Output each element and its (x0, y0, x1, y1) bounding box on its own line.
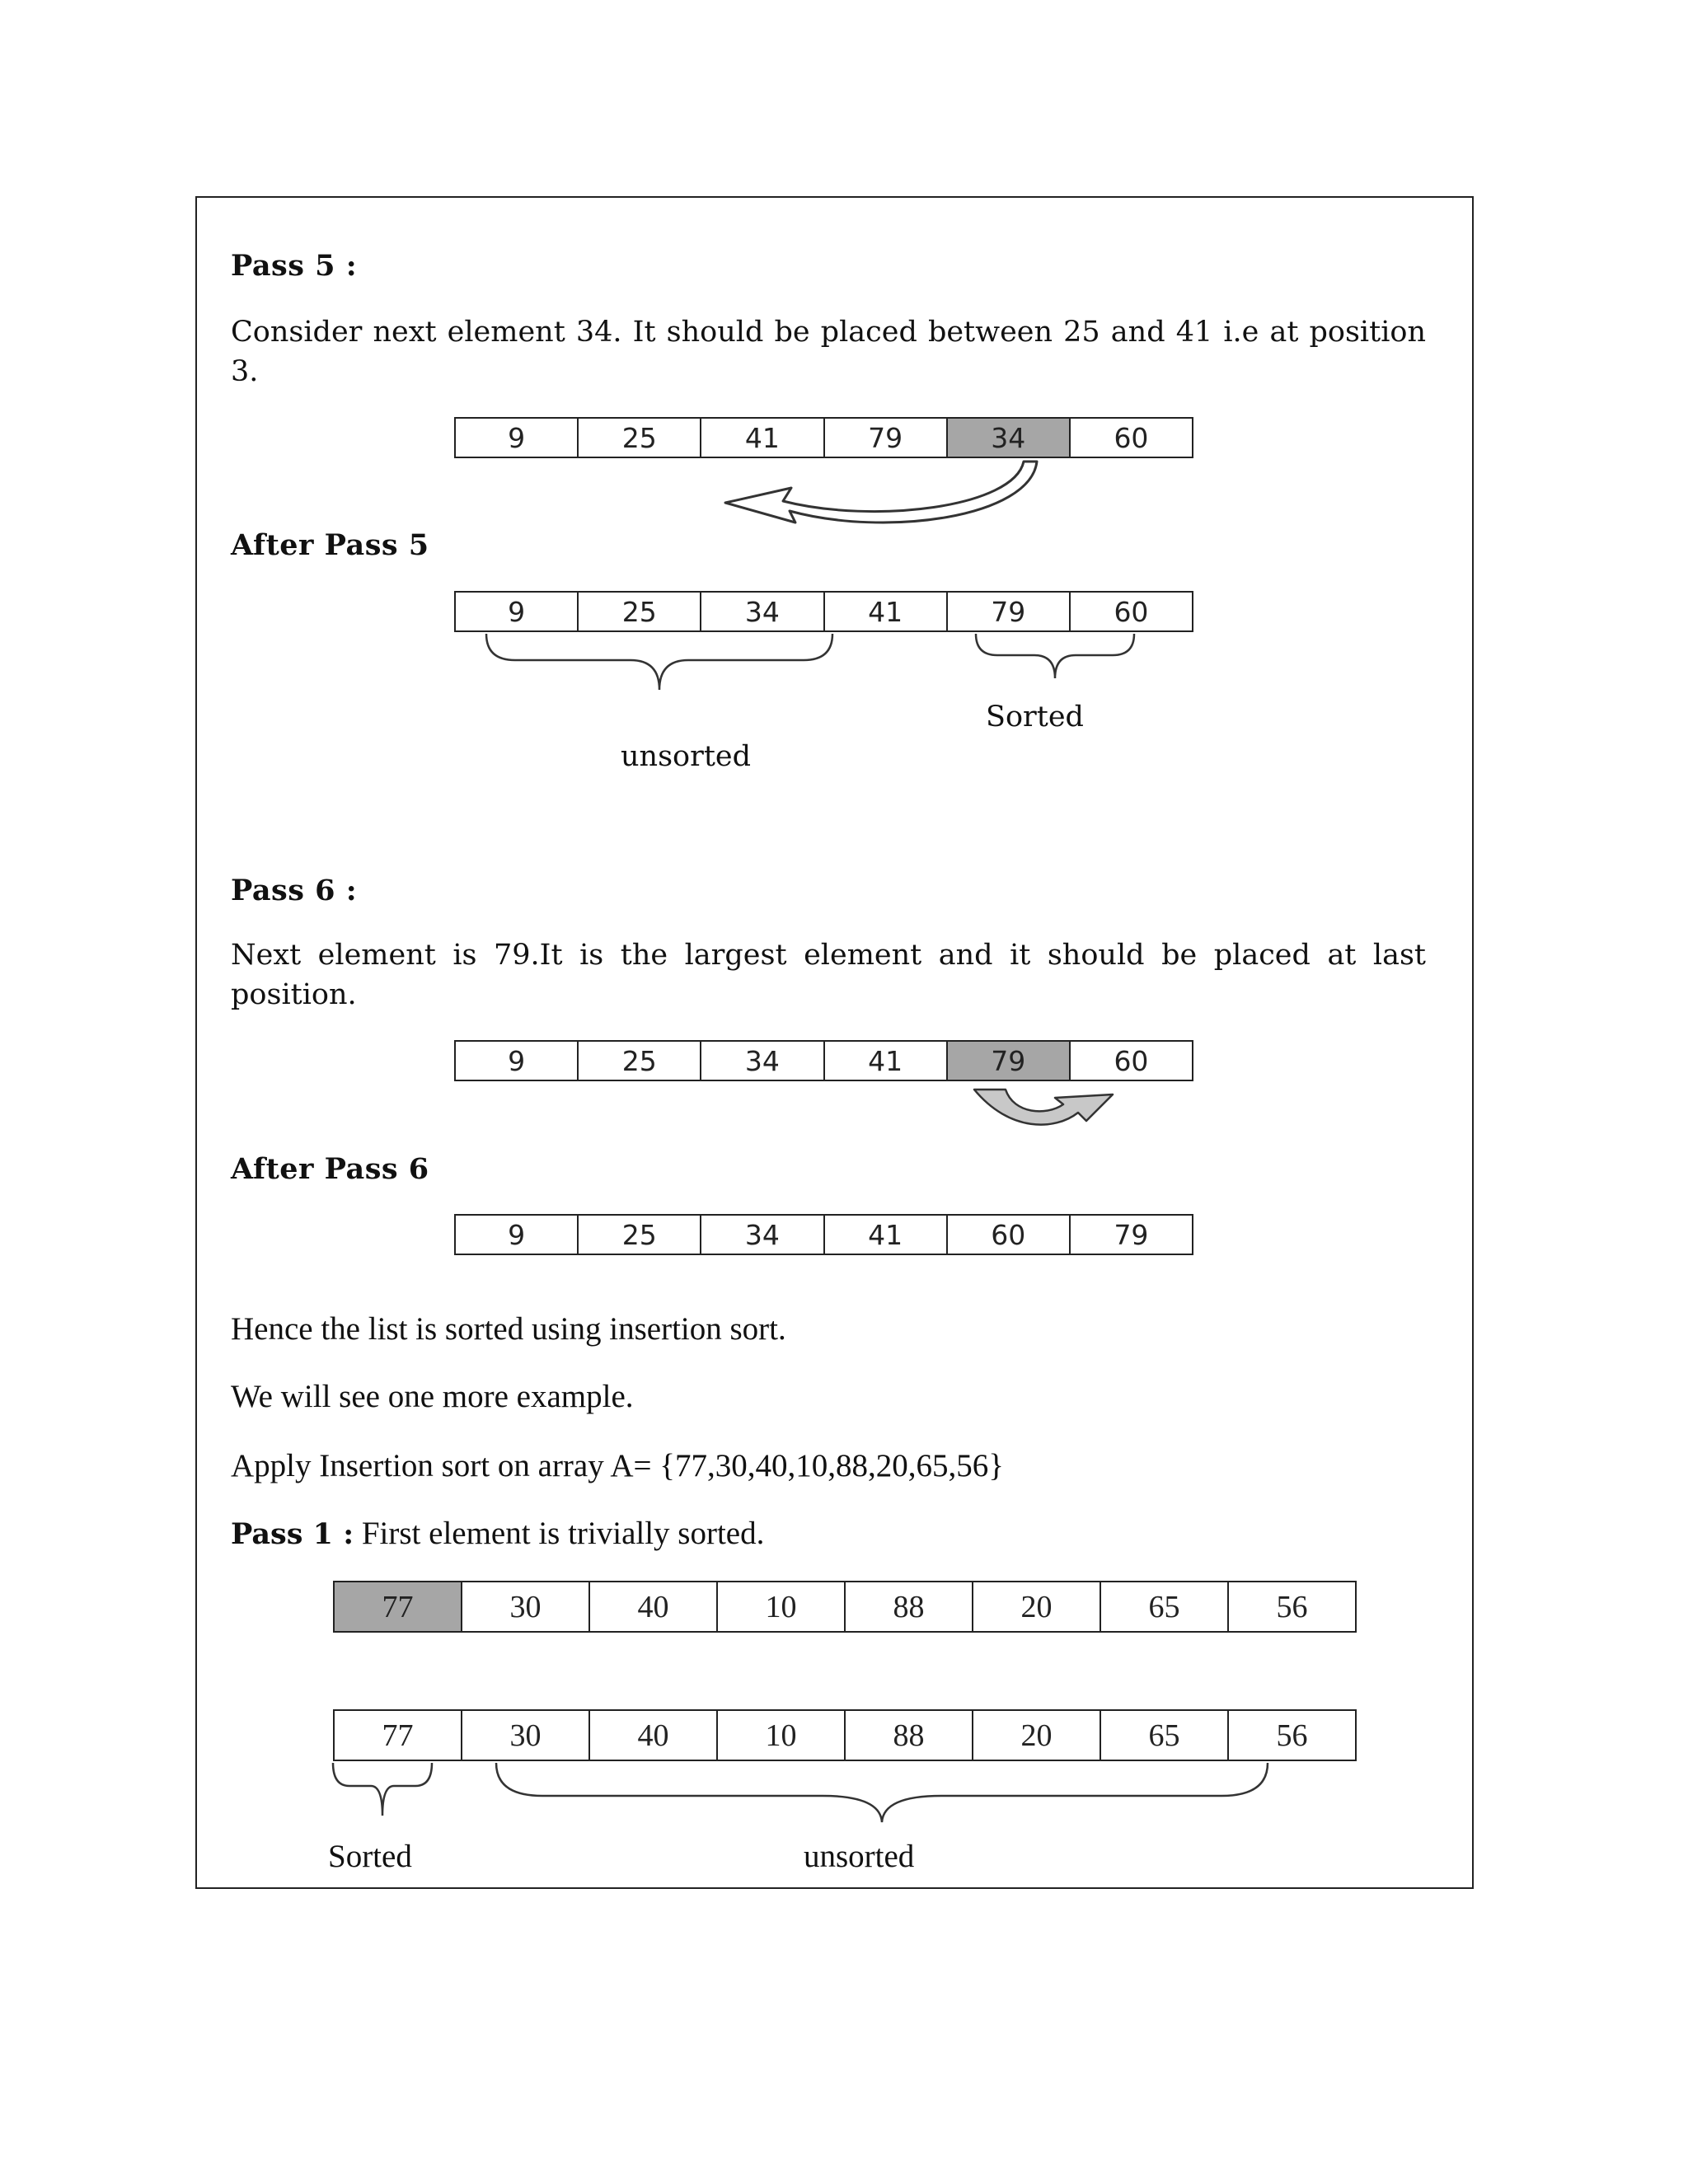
pass5-heading: Pass 5 : (231, 249, 358, 283)
pass6-array-after (454, 1214, 1193, 1255)
array-cell: 10 (718, 1582, 846, 1631)
array-cell: 79 (948, 593, 1071, 630)
array-cell: 40 (590, 1582, 718, 1631)
array-cell: 88 (846, 1582, 973, 1631)
sorted-label: Sorted (328, 1839, 412, 1874)
array-cell: 30 (462, 1582, 590, 1631)
unsorted-label: unsorted (621, 740, 752, 773)
array-cell: 60 (1114, 595, 1149, 628)
pass6-array-before (454, 1040, 1193, 1081)
example-array-2 (333, 1709, 1357, 1761)
array-cell: 41 (825, 1042, 948, 1080)
pass5-text: Consider next element 34. It should be placed between 25 and 41 i.e at position 3. (231, 316, 1426, 388)
array-cell-highlighted: 77 (335, 1582, 462, 1631)
array-cell: 77 (335, 1711, 462, 1760)
pass6-heading: Pass 6 : (231, 874, 358, 907)
array-cell: 25 (579, 1216, 701, 1254)
array-cell: 9 (456, 1216, 579, 1254)
pass5-array-before (454, 417, 1193, 458)
array-cell: 65 (1101, 1582, 1229, 1631)
unsorted-label: unsorted (804, 1839, 915, 1874)
sorted-label: Sorted (986, 701, 1084, 733)
sorted-brace-icon (330, 1761, 437, 1819)
array-cell: 10 (718, 1711, 846, 1760)
array-cell: 34 (701, 1216, 824, 1254)
array-cell-highlighted: 79 (948, 1042, 1071, 1080)
array-cell: 79 (1114, 1218, 1149, 1251)
array-cell: 20 (973, 1711, 1101, 1760)
array-cell: 60 (948, 1216, 1071, 1254)
array-cell: 41 (701, 419, 824, 457)
array-cell: 9 (456, 419, 579, 457)
array-cell: 40 (590, 1711, 718, 1760)
move-left-arrow-icon (709, 458, 1039, 528)
array-cell: 20 (973, 1582, 1101, 1631)
array-cell: 9 (456, 1042, 579, 1080)
array-cell: 88 (846, 1711, 973, 1760)
array-cell: 56 (1276, 1718, 1308, 1753)
example-pass1-label: Pass 1 : (231, 1517, 354, 1551)
pass5-array-after (454, 591, 1193, 632)
array-cell: 25 (579, 1042, 701, 1080)
array-cell: 65 (1101, 1711, 1229, 1760)
unsorted-brace-icon (493, 1761, 1276, 1827)
array-cell: 79 (825, 419, 948, 457)
array-cell: 56 (1276, 1589, 1308, 1624)
array-cell: 60 (1114, 1044, 1149, 1077)
conclusion-text: Hence the list is sorted using insertion sort. (231, 1311, 786, 1347)
array-cell: 25 (579, 419, 701, 457)
array-cell: 60 (1114, 421, 1149, 454)
array-cell: 9 (456, 593, 579, 630)
array-cell: 41 (825, 593, 948, 630)
example-intro-text: We will see one more example. (231, 1379, 634, 1414)
move-right-arrow-icon (973, 1081, 1121, 1131)
example-pass1-text: First element is trivially sorted. (354, 1516, 765, 1551)
array-cell: 34 (701, 593, 824, 630)
example-problem-text: Apply Insertion sort on array A= {77,30,40,10,88,20,65,56} (231, 1448, 1004, 1483)
array-cell: 30 (462, 1711, 590, 1760)
sorted-brace-icon (973, 632, 1137, 682)
array-cell: 34 (701, 1042, 824, 1080)
example-array-1 (333, 1581, 1357, 1633)
example-pass1-line (231, 1515, 764, 1552)
array-cell: 25 (579, 593, 701, 630)
array-cell: 41 (825, 1216, 948, 1254)
unsorted-brace-icon (482, 632, 837, 694)
after-pass6-heading: After Pass 6 (231, 1152, 429, 1186)
array-cell-highlighted: 34 (948, 419, 1071, 457)
pass6-text: Next element is 79.It is the largest element and it should be placed at last position. (231, 939, 1426, 1011)
after-pass5-heading: After Pass 5 (231, 528, 429, 562)
